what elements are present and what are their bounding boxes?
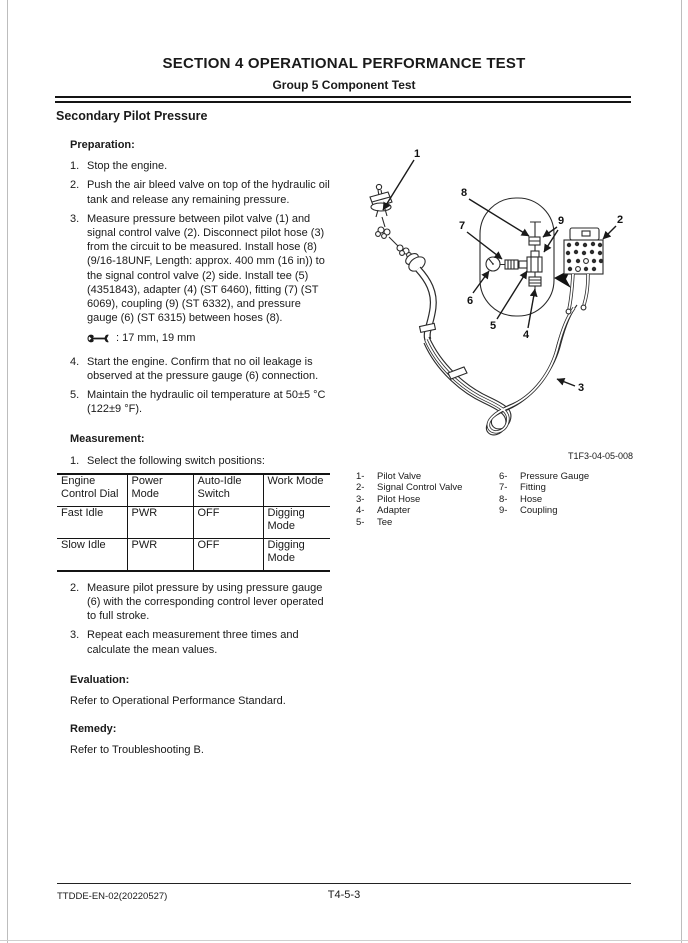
document-number: TTDDE-EN-02(20220527)	[57, 891, 168, 902]
table-cell: PWR	[127, 506, 193, 538]
legend-number: 5-	[356, 516, 365, 528]
legend-item	[356, 482, 499, 493]
legend-number: 7-	[499, 482, 508, 494]
legend-column-1	[356, 471, 499, 528]
pressure-gauge-drawing	[486, 257, 500, 271]
step-number: 1.	[70, 454, 80, 467]
callout-1: 1	[413, 148, 421, 160]
footer-divider	[57, 883, 631, 884]
prep-step-1	[70, 159, 333, 173]
figure-drawing	[352, 140, 662, 452]
figure-code: T1F3-04-05-008	[567, 451, 633, 461]
remedy-text: Refer to Troubleshooting B.	[70, 744, 204, 757]
callout-6: 6	[466, 295, 474, 307]
legend-number: 2-	[356, 482, 365, 494]
table-row	[57, 538, 330, 571]
prep-step-2	[70, 178, 333, 206]
tee-drawing	[519, 251, 542, 272]
legend-label: Pressure Gauge	[520, 471, 590, 482]
adapter-drawing	[529, 272, 541, 291]
legend-item	[499, 471, 656, 482]
step-text: Push the air bleed valve on top of the hydraulic oil tank and release any remaining pressure.	[87, 179, 330, 206]
legend-label: Hose	[520, 493, 543, 505]
table-cell: PWR	[127, 538, 193, 571]
step-text: Repeat each measurement three times and calculate the mean values.	[87, 629, 299, 656]
table-header-cell: Work Mode	[263, 474, 330, 507]
hose-stub-drawing	[530, 222, 541, 237]
table-row	[57, 506, 330, 538]
legend-label: Adapter	[377, 505, 411, 517]
step-number: 1.	[70, 160, 80, 173]
remedy-heading: Remedy:	[70, 723, 117, 736]
page-edge-left	[7, 0, 8, 943]
page-edge-right	[681, 0, 682, 943]
legend-item	[356, 471, 499, 482]
header-divider	[55, 96, 631, 103]
meas-step-3	[70, 628, 333, 656]
legend-label: Pilot Valve	[377, 471, 422, 482]
page-number: T4-5-3	[327, 889, 361, 901]
table-header-cell: Engine Control Dial	[61, 474, 119, 501]
callout-3: 3	[577, 382, 585, 394]
signal-control-valve-drawing	[564, 228, 603, 314]
legend-item	[499, 482, 656, 493]
table-cell: OFF	[193, 506, 263, 538]
callout-9: 9	[557, 215, 565, 227]
figure-legend	[356, 471, 656, 528]
step-number: 4.	[70, 355, 80, 368]
body-text-column	[61, 138, 333, 763]
prep-step-4	[70, 355, 333, 383]
page-title: Secondary Pilot Pressure	[56, 109, 208, 123]
callout-4: 4	[522, 329, 530, 341]
step-text: Select the following switch positions:	[87, 454, 265, 467]
prep-step-5	[70, 388, 333, 416]
legend-number: 8-	[499, 493, 508, 505]
wrench-spec-text: : 17 mm, 19 mm	[116, 332, 196, 345]
legend-item	[356, 505, 499, 516]
legend-number: 9-	[499, 505, 508, 517]
switch-positions-table	[57, 473, 330, 572]
legend-number: 6-	[499, 471, 508, 482]
coupling-drawing	[529, 237, 540, 251]
legend-item	[356, 494, 499, 505]
legend-number: 3-	[356, 493, 365, 505]
legend-item	[356, 517, 499, 528]
legend-number: 1-	[356, 471, 365, 482]
step-number: 2.	[70, 581, 80, 594]
pilot-valve-drawing	[370, 184, 428, 274]
meas-step-2	[70, 581, 333, 624]
legend-label: Pilot Hose	[377, 493, 421, 505]
step-text: Measure pilot pressure by using pressure gauge (6) with the corresponding control lever operated to full stroke.	[87, 581, 324, 623]
evaluation-heading: Evaluation:	[70, 673, 130, 686]
legend-column-2	[499, 471, 656, 528]
measurement-heading: Measurement:	[70, 433, 145, 446]
wrench-icon	[87, 334, 111, 343]
evaluation-text: Refer to Operational Performance Standard.	[70, 695, 286, 708]
table-cell: Digging Mode	[263, 538, 330, 571]
group-header: Group 5 Component Test	[272, 78, 416, 92]
legend-number: 4-	[356, 505, 365, 517]
section-header: SECTION 4 OPERATIONAL PERFORMANCE TEST	[162, 55, 526, 72]
legend-label: Signal Control Valve	[377, 482, 463, 494]
preparation-heading: Preparation:	[70, 139, 135, 151]
detail-bubble	[480, 198, 554, 316]
callout-5: 5	[489, 320, 497, 332]
step-number: 3.	[70, 629, 80, 642]
step-text: Stop the engine.	[87, 160, 168, 173]
step-number: 2.	[70, 179, 80, 192]
table-cell: Digging Mode	[263, 506, 330, 538]
step-text: Start the engine. Confirm that no oil leakage is observed at the pressure gauge (6) connection.	[87, 355, 319, 382]
table-cell: Fast Idle	[57, 506, 127, 538]
step-text: Maintain the hydraulic oil temperature at 50±5 °C (122±9 °F).	[87, 389, 326, 416]
pilot-hose-bundle-drawing	[424, 305, 577, 435]
step-number: 3.	[70, 212, 80, 225]
fitting-drawing	[500, 260, 518, 269]
step-number: 5.	[70, 389, 80, 402]
callout-8: 8	[460, 187, 468, 199]
table-cell: Slow Idle	[57, 538, 127, 571]
table-header-cell: Power Mode	[127, 474, 193, 507]
table-cell: OFF	[193, 538, 263, 571]
page-edge-bottom	[0, 940, 688, 941]
wrench-size-note	[87, 331, 333, 345]
table-header-cell: Auto-Idle Switch	[193, 474, 263, 507]
step-text: Measure pressure between pilot valve (1) and signal control valve (2). Disconnect pilot hose (3) from the circuit to be measured. Install hose (8) (9/16-18UNF, Length: approx. 400 mm (16 in)) to the signal control valve (2) side. Install tee (5) (4351843), adapter (4) (ST 6460), fitting (7) (ST 6069), coupling (9) (ST 6332), and pressure gauge (6) (ST 6315) between hoses (8).	[87, 212, 325, 325]
legend-item	[499, 505, 656, 516]
callout-2: 2	[616, 214, 624, 226]
legend-label: Tee	[377, 516, 393, 528]
prep-step-3	[70, 212, 333, 326]
meas-step-1	[70, 454, 333, 468]
table-header-row	[57, 474, 330, 507]
callout-7: 7	[458, 220, 466, 232]
elbow-hose-drawing	[418, 269, 435, 340]
legend-item	[499, 494, 656, 505]
pilot-pressure-figure	[352, 140, 662, 452]
legend-label: Fitting	[520, 482, 546, 494]
legend-label: Coupling	[520, 505, 558, 517]
